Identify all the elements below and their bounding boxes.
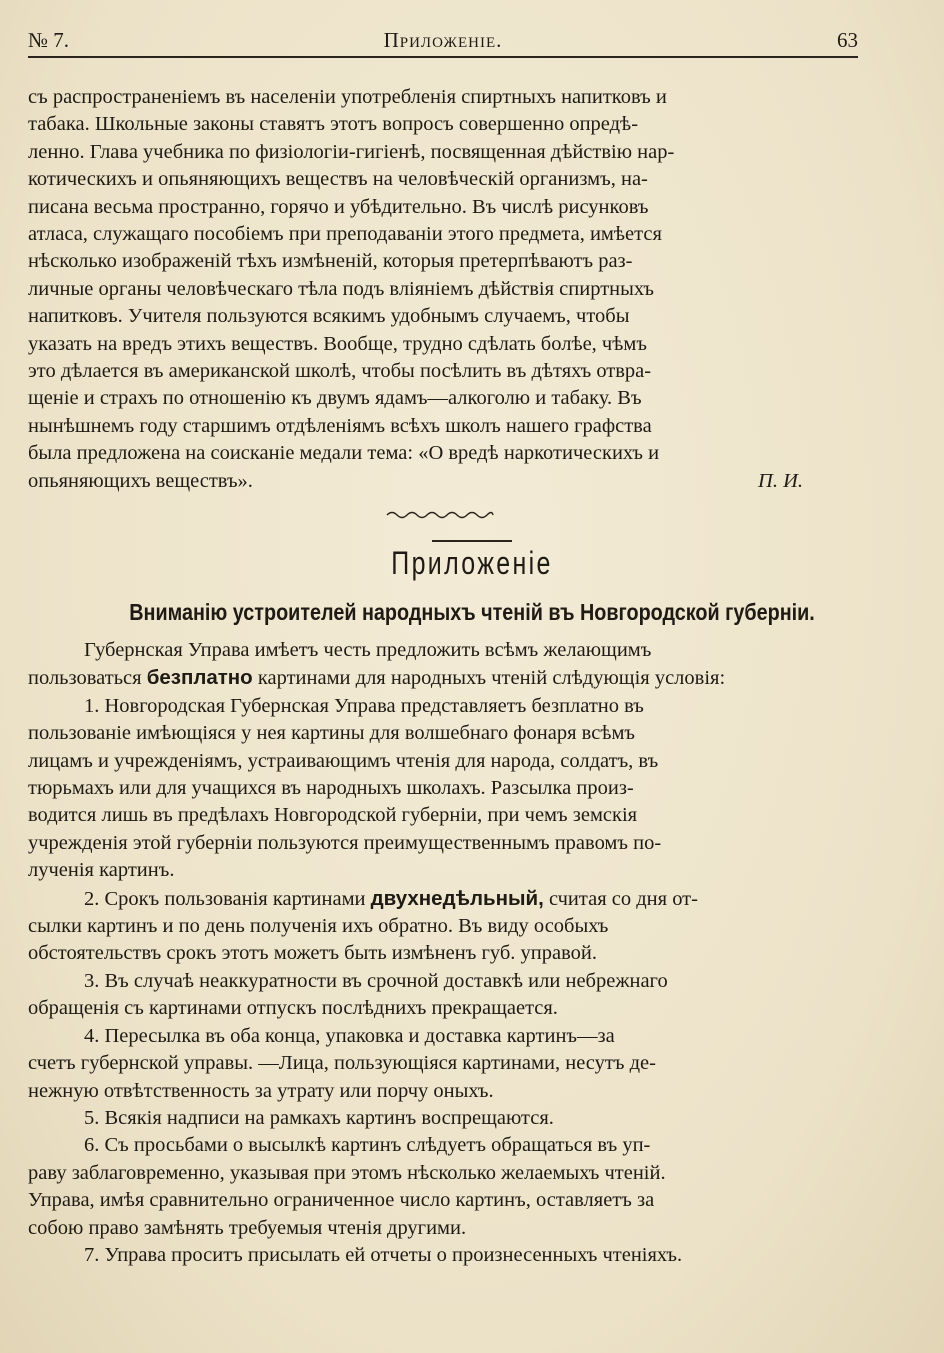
item-1-line: тюрьмахъ или для учащихся въ народныхъ школахъ. Разсылка произ- <box>28 777 634 800</box>
intro-line <box>28 664 858 692</box>
page-header <box>28 28 858 58</box>
text-line: съ распространеніемъ въ населеніи употребленія спиртныхъ напитковъ и <box>28 86 667 108</box>
item-1-line: пользованіе имѣющіяся у нея картины для волшебнаго фонаря всѣмъ <box>28 722 636 745</box>
text-line: личные органы человѣческаго тѣла подъ вліяніемъ дѣйствія спиртныхъ <box>28 277 654 300</box>
text-line: напитковъ. Учителя пользуются всякимъ удобнымъ случаемъ, чтобы <box>28 305 630 328</box>
text-line: указать на вредъ этихъ веществъ. Вообще, трудно сдѣлать болѣе, чѣмъ <box>28 332 647 355</box>
item-1-line: 1. Новгородская Губернская Управа представляетъ безплатно въ <box>84 694 644 717</box>
item-3-line: обращенія съ картинами отпускъ послѣднихъ прекращается. <box>28 997 558 1020</box>
text-line: нынѣшнемъ году старшимъ отдѣленіямъ всѣхъ школъ нашего графства <box>28 414 652 437</box>
item-2-text: считая со дня от- <box>548 887 698 910</box>
text-line: щеніе и страхъ по отношенію къ двумъ ядамъ—алкоголю и табаку. Въ <box>28 387 642 410</box>
last-line-text: опьяняющихъ веществъ». <box>28 469 253 492</box>
wavy-divider-ornament <box>385 509 495 521</box>
item-2-emphasis: двухнедѣльный, <box>370 886 544 910</box>
appendix-subtitle: Вниманію устроителей народныхъ чтеній въ Новгородской губерніи. <box>129 599 815 625</box>
item-2-line: сылки картинъ и по день полученія ихъ обратно. Въ виду особыхъ <box>28 915 609 938</box>
item-2-line: обстоятельствъ срокъ этотъ можетъ быть измѣненъ губ. управой. <box>28 942 597 965</box>
item-4-line: нежную отвѣтственность за утрату или порчу оныхъ. <box>28 1079 494 1102</box>
item-1-line: учрежденія этой губерніи пользуются преимущественнымъ правомъ по- <box>28 831 662 854</box>
intro-text: картинами для народныхъ чтеній слѣдующія условія: <box>257 667 726 690</box>
top-paragraph <box>28 84 858 495</box>
item-4-line: счетъ губернской управы. —Лица, пользующіяся картинами, несутъ де- <box>28 1052 656 1075</box>
text-line: котическихъ и опьяняющихъ веществъ на человѣческій организмъ, на- <box>28 168 648 191</box>
text-line: это дѣлается въ американской школѣ, чтобы посѣлить въ дѣтяхъ отвра- <box>28 360 652 383</box>
issue-number: № 7. <box>28 28 70 52</box>
item-2-text: 2. Срокъ пользованія картинами <box>84 887 366 910</box>
text-line: табака. Школьные законы ставятъ этотъ вопросъ совершенно опредѣ- <box>28 113 639 136</box>
intro-line: Губернская Управа имѣетъ честь предложить всѣмъ желающимъ <box>84 639 652 661</box>
appendix-body <box>28 637 858 1269</box>
page-number: 63 <box>837 28 858 52</box>
text-line: атласа, служащаго пособіемъ при преподаваніи этого предмета, имѣется <box>28 223 662 246</box>
item-7-line: 7. Управа проситъ присылать ей отчеты о произнесенныхъ чтеніяхъ. <box>84 1243 683 1266</box>
text-line: была предложена на соисканіе медали тема: «О вредѣ наркотическихъ и <box>28 442 660 465</box>
item-5-line: 5. Всякія надписи на рамкахъ картинъ воспрещаются. <box>84 1106 554 1129</box>
appendix-title: Приложеніе <box>391 545 553 581</box>
item-2-line <box>28 885 858 913</box>
item-6-line: собою право замѣнять требуемыя чтенія другими. <box>28 1216 467 1239</box>
intro-text: пользоваться <box>28 667 142 690</box>
title-rule <box>432 540 512 542</box>
text-line: ленно. Глава учебника по физіологіи-гигіенѣ, посвященная дѣйствію нар- <box>28 140 675 163</box>
item-6-line: Управа, имѣя сравнительно ограниченное число картинъ, оставляетъ за <box>28 1189 655 1212</box>
item-3-line: 3. Въ случаѣ неаккуратности въ срочной доставкѣ или небрежнаго <box>84 969 668 992</box>
text-line: писана весьма пространно, горячо и убѣдительно. Въ числѣ рисунковъ <box>28 195 649 218</box>
item-6-line: раву заблаговременно, указывая при этомъ нѣсколько желаемыхъ чтеній. <box>28 1161 666 1184</box>
text-line: нѣсколько изображеній тѣхъ измѣненій, которыя претерпѣваютъ раз- <box>28 250 633 273</box>
item-4-line: 4. Пересылка въ оба конца, упаковка и доставка картинъ—за <box>84 1024 615 1047</box>
item-1-line: водится лишь въ предѣлахъ Новгородской губерніи, при чемъ земскія <box>28 804 638 827</box>
closing-line <box>28 468 858 495</box>
item-1-line: лицамъ и учрежденіямъ, устраивающимъ чтенія для народа, солдатъ, въ <box>28 749 659 772</box>
author-signature: П. И. <box>758 469 803 492</box>
item-6-line: 6. Съ просьбами о высылкѣ картинъ слѣдуетъ обращаться въ уп- <box>84 1134 651 1157</box>
running-title: Приложеніе. <box>383 28 503 52</box>
intro-emphasis: безплатно <box>146 666 253 690</box>
item-1-line: лученія картинъ. <box>28 859 175 882</box>
